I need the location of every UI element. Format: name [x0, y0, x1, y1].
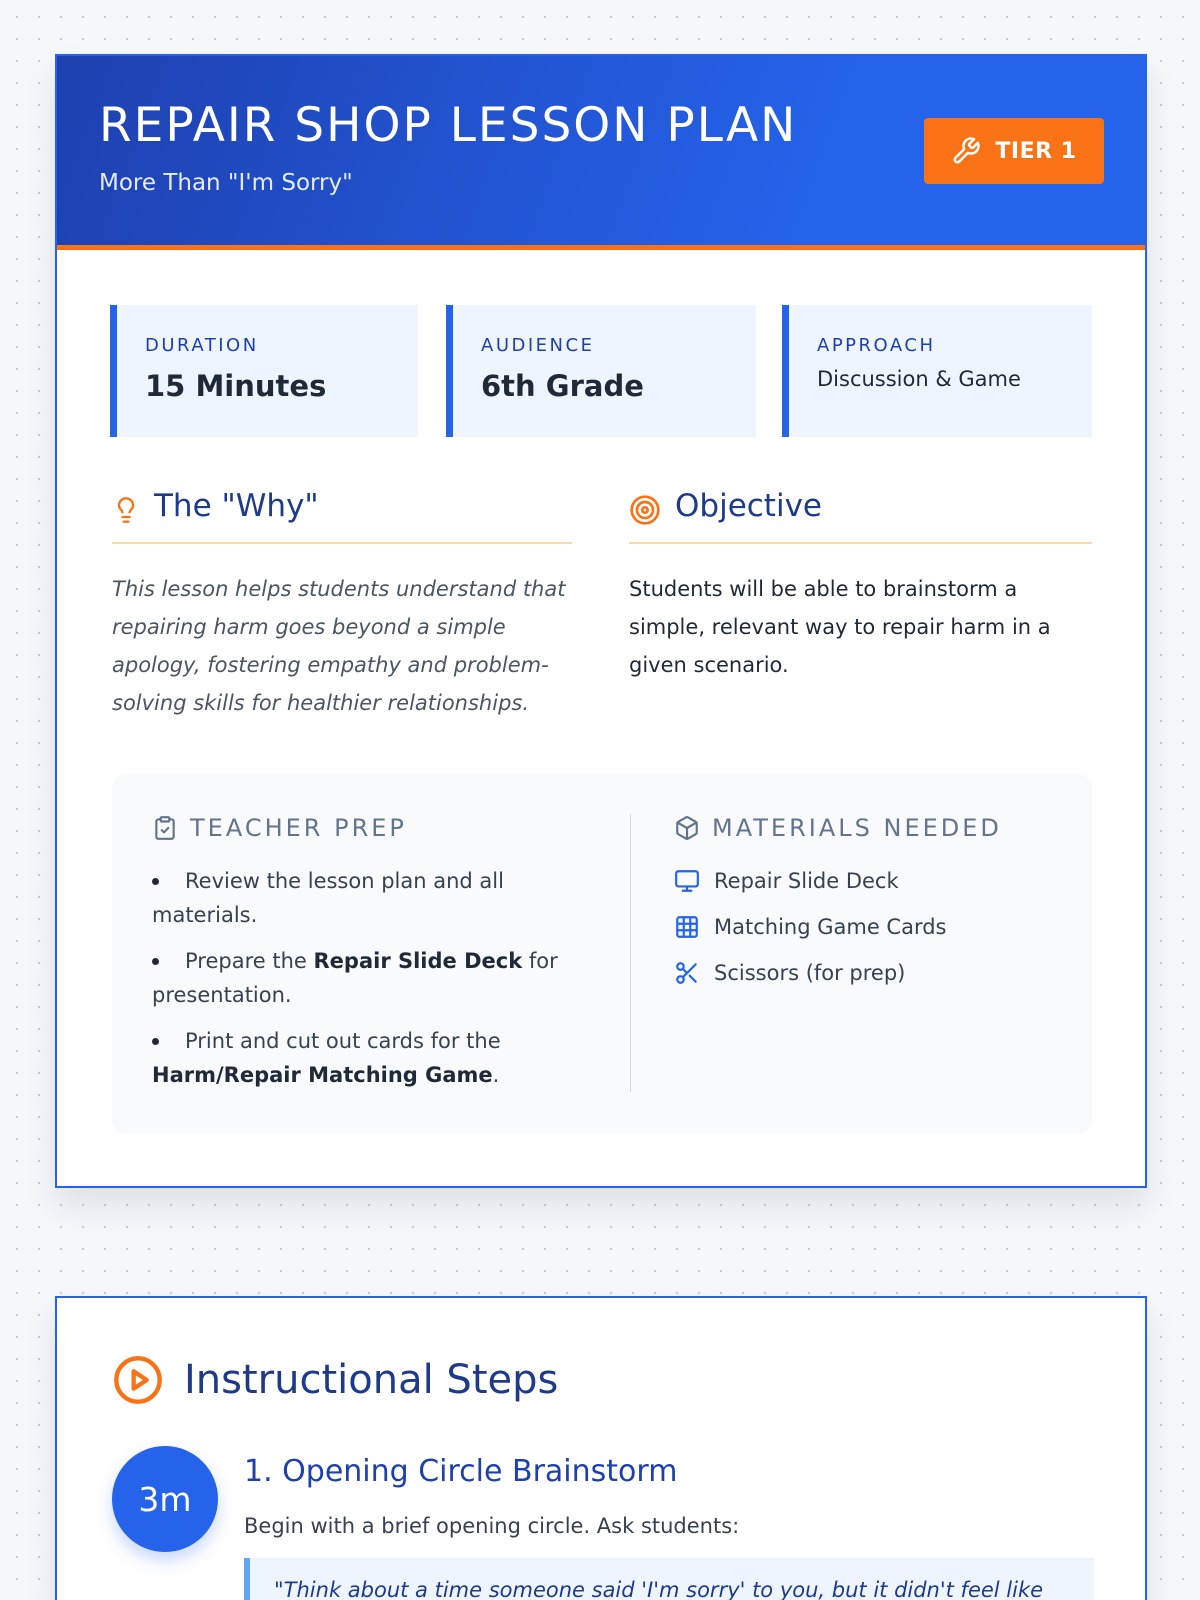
target-icon: [629, 494, 661, 526]
info-card-approach: [782, 305, 1092, 437]
teacher-prep-heading: [152, 814, 407, 842]
grid-icon: [674, 914, 700, 940]
objective-heading: [629, 488, 1092, 544]
clipboard-check-icon: [152, 815, 178, 841]
tier-badge: [924, 118, 1104, 184]
prep-materials-panel: [112, 774, 1092, 1134]
scissors-icon: [674, 960, 700, 986]
step-text: Begin with a brief opening circle. Ask students:: [244, 1514, 740, 1538]
step-duration-badge: [112, 1446, 218, 1552]
teacher-prep-title: TEACHER PREP: [190, 814, 407, 842]
lesson-plan-card: [55, 54, 1147, 1188]
teacher-prep-list: [152, 864, 572, 1104]
why-title: The "Why": [154, 488, 319, 524]
why-text: This lesson helps students understand that repairing harm goes beyond a simple apology, fostering empathy and problem-solving skills for healthier relationships.: [112, 577, 566, 715]
why-heading: [112, 488, 572, 544]
material-label: Repair Slide Deck: [714, 869, 899, 893]
objective-title: Objective: [675, 488, 822, 524]
info-label: DURATION: [145, 335, 259, 356]
list-item: Review the lesson plan and all materials.: [152, 864, 572, 932]
instructional-steps-card: [55, 1296, 1147, 1600]
wrench-icon: [951, 136, 981, 166]
objective-text: Students will be able to brainstorm a simple, relevant way to repair harm in a given scenario.: [629, 577, 1051, 677]
info-value: Discussion & Game: [817, 367, 1021, 391]
info-label: APPROACH: [817, 335, 936, 356]
page-subtitle: More Than "I'm Sorry": [99, 170, 353, 196]
box-icon: [674, 815, 700, 841]
steps-title: Instructional Steps: [184, 1357, 559, 1403]
info-value: 15 Minutes: [145, 369, 327, 403]
step-title: 1. Opening Circle Brainstorm: [244, 1454, 678, 1489]
materials-list: [674, 864, 947, 1002]
lightbulb-icon: [112, 494, 140, 526]
info-label: AUDIENCE: [481, 335, 595, 356]
monitor-icon: [674, 868, 700, 894]
info-value: 6th Grade: [481, 369, 644, 403]
play-circle-icon: [112, 1354, 164, 1406]
materials-heading: [674, 814, 1002, 842]
material-label: Matching Game Cards: [714, 915, 947, 939]
info-card-audience: [446, 305, 756, 437]
lesson-header: [57, 56, 1145, 250]
step-quote: "Think about a time someone said 'I'm sorry' to you, but it didn't feel like: [244, 1558, 1094, 1600]
list-item: [674, 910, 947, 944]
list-item: [674, 956, 947, 990]
step-duration: 3m: [138, 1479, 192, 1519]
list-item: Print and cut out cards for the Harm/Repair Matching Game.: [152, 1024, 572, 1092]
material-label: Scissors (for prep): [714, 961, 906, 985]
info-card-duration: [110, 305, 418, 437]
list-item: Prepare the Repair Slide Deck for presentation.: [152, 944, 572, 1012]
tier-badge-label: TIER 1: [995, 138, 1077, 164]
panel-divider: [630, 814, 631, 1092]
steps-heading: [112, 1354, 558, 1406]
list-item: [674, 864, 947, 898]
page-title: REPAIR SHOP LESSON PLAN: [99, 98, 798, 153]
materials-title: MATERIALS NEEDED: [712, 814, 1002, 842]
